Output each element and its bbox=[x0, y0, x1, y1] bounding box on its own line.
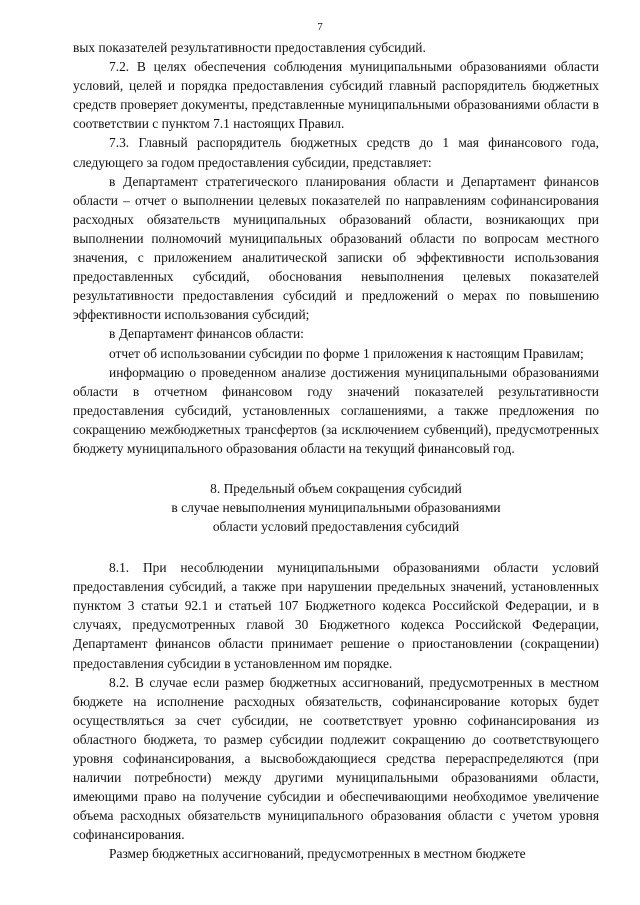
paragraph-continuation: вых показателей результативности предоставления субсидий. bbox=[73, 40, 426, 55]
paragraph-7-3: 7.3. Главный распорядитель бюджетных средств до 1 мая финансового года, следующего за годом предоставления субсидии, представляет: bbox=[73, 135, 599, 170]
section-heading-line: области условий предоставления субсидий bbox=[212, 519, 460, 535]
page-number: 7 bbox=[317, 21, 323, 33]
paragraph-budget-allocation: Размер бюджетных ассигнований, предусмотренных в местном бюджете bbox=[109, 846, 526, 862]
section-heading-line: в случае невыполнения муниципальными образованиями bbox=[171, 500, 501, 516]
paragraph-8-1: 8.1. При несоблюдении муниципальными образованиями области условий предоставления субсидий, а также при нарушении предельных значений, установленных пунктом 3 статьи 92.1 и статьей 107 Бюджетного кодекса Российской Федерации, и в случаях, предусмотренных главой 30 Бюджетного кодекса Российской Федерации, Департамент финансов области принимает решение о приостановлении (сокращении) предоставления субсидии в установленном им порядке. bbox=[73, 560, 599, 671]
document-body bbox=[73, 38, 599, 864]
paragraph-7-2: 7.2. В целях обеспечения соблюдения муниципальными образованиями области условий, целей и порядка предоставления субсидий главный распорядитель бюджетных средств проверяет документы, представленные муниципальными образованиями области в соответствии с пунктом 7.1 настоящих Правил. bbox=[73, 59, 599, 132]
paragraph-to-finance-department: в Департамент финансов области: bbox=[109, 326, 304, 342]
paragraph-usage-report: отчет об использовании субсидии по форме 1 приложения к настоящим Правилам; bbox=[109, 345, 584, 361]
section-heading-line: 8. Предельный объем сокращения субсидий bbox=[210, 481, 462, 497]
paragraph-report-to-departments: в Департамент стратегического планирования области и Департамент финансов области – отчет о выполнении целевых показателей по направлениям софинансирования расходных обязательств муниципальных образований области, возникающих при выполнении полномочий муниципальных образований области по вопросам местного значения, с приложением аналитической записки об эффективности использования предоставленных субсидий, обоснования невыполнения целевых показателей результативности предоставления субсидий и предложений о мерах по повышению эффективности использования субсидий; bbox=[73, 173, 599, 323]
paragraph-8-2: 8.2. В случае если размер бюджетных ассигнований, предусмотренных в местном бюджете на исполнение расходных обязательств, софинансирование которых будет осуществляться за счет субсидии, не соответствует уровню софинансирования из областного бюджета, то размер субсидии подлежит сокращению до соответствующего уровня софинансирования, а высвобождающиеся средства перераспределяются (при наличии потребности) между другими муниципальными образованиями области, имеющими право на получение субсидии и обеспечивающими необходимое увеличение объема расходных обязательств муниципального образования области с учетом уровня софинансирования. bbox=[73, 674, 599, 843]
section-8-heading bbox=[73, 479, 599, 536]
paragraph-analysis-info: информацию о проведенном анализе достижения муниципальными образованиями области в отчетном финансовом году значений показателей результативности предоставления субсидий, установленных соглашениями, а также предложения по сокращению межбюджетных трансфертов (за исключением субвенций), предусмотренных бюджету муниципального образования области на текущий финансовый год. bbox=[73, 364, 599, 456]
